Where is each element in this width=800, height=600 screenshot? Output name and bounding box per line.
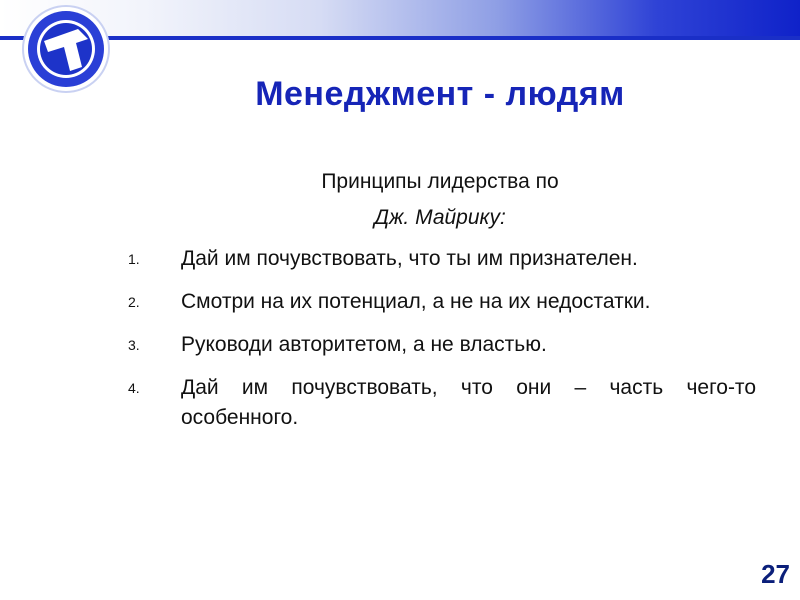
page-number: 27: [761, 559, 790, 589]
principle-number: 4.: [128, 380, 140, 396]
principle-text: Руководи авторитетом, а не властью.: [181, 333, 547, 356]
principle-item: [128, 330, 756, 360]
principles-list: [128, 244, 756, 446]
principles-subtitle: Принципы лидерства по: [321, 170, 559, 193]
slide-title: Менеджмент - людям: [255, 75, 625, 113]
principles-author: Дж. Майрику:: [374, 206, 506, 229]
header-line: [0, 36, 800, 40]
top-banner: [0, 0, 800, 36]
principle-item: [128, 244, 756, 274]
principle-number: 2.: [128, 294, 140, 310]
principle-text: Дай им почувствовать, что они – часть чего-то особенного.: [181, 376, 756, 429]
principle-item: [128, 287, 756, 317]
principle-text: Дай им почувствовать, что ты им признателен.: [181, 247, 638, 270]
principle-item: [128, 373, 756, 433]
principle-number: 1.: [128, 251, 140, 267]
principle-text: Смотри на их потенциал, а не на их недостатки.: [181, 290, 651, 313]
principle-number: 3.: [128, 337, 140, 353]
